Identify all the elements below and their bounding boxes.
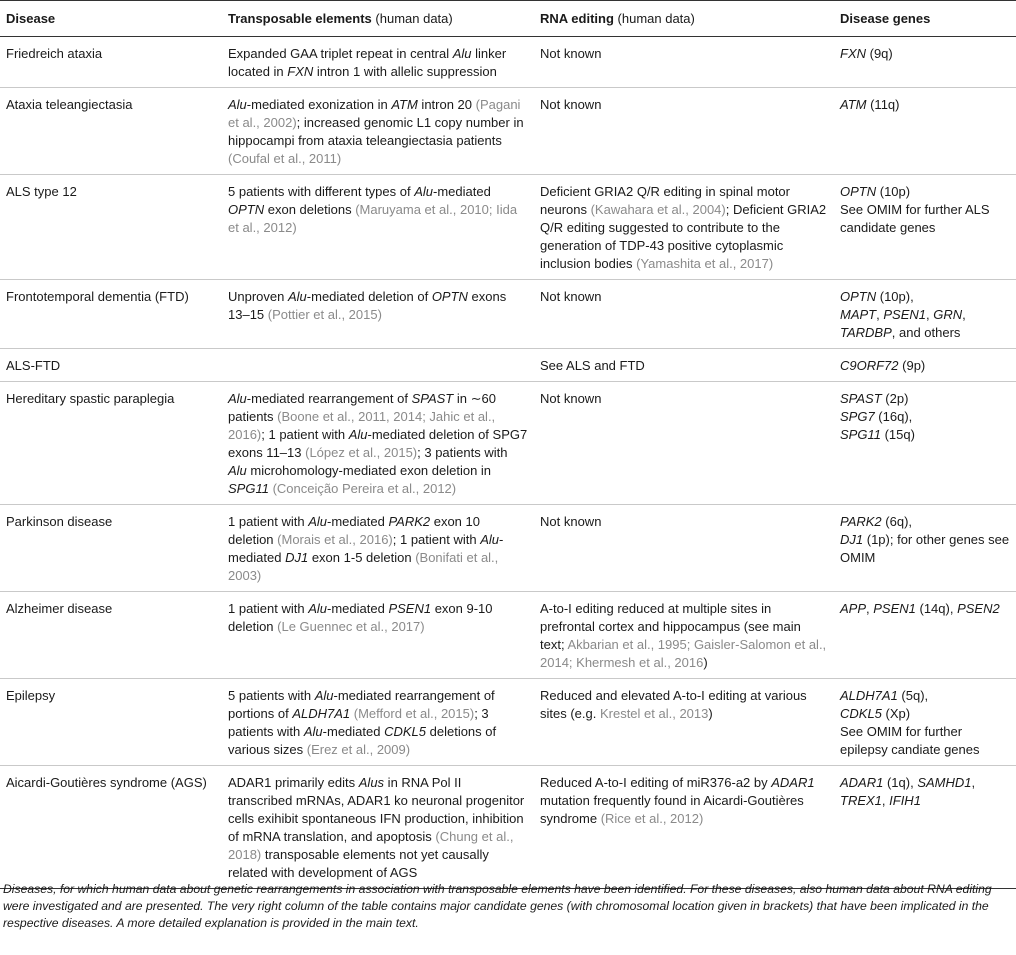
cell-text: (1q), (883, 775, 918, 790)
cell-text: A-to-I editing reduced at multiple sites in prefrontal cortex and hippocampus (see main text; (540, 601, 801, 652)
gene-symbol: SPG7 (840, 409, 875, 424)
gene-symbol: C9ORF72 (840, 358, 899, 373)
cell-text: (9q) (866, 46, 893, 61)
cell-text: (6q), (881, 514, 913, 529)
gene-symbol: OPTN (228, 202, 265, 217)
cell-text: -mediated rearrangement of portions of (228, 688, 495, 721)
citation: Akbarian et al., 1995; Gaisler-Salomon et al., 2014; Khermesh et al., 2016 (540, 637, 827, 670)
cell-text: ) (703, 655, 708, 670)
gene-symbol: TARDBP (840, 325, 892, 340)
cell-text: ADAR1 primarily edits (228, 775, 359, 790)
cell-text: -mediated deletion of (306, 289, 432, 304)
cell-text: See OMIM for further ALS candidate genes (840, 202, 990, 235)
cell-disease-genes (834, 679, 1016, 766)
cell-text: -mediated exonization in (246, 97, 392, 112)
gene-symbol: DJ1 (285, 550, 309, 565)
gene-symbol: ATM (391, 97, 418, 112)
gene-symbol: PSEN1 (388, 601, 432, 616)
gene-symbol: FXN (287, 64, 314, 79)
cell-disease (0, 505, 222, 592)
cell-text: in ∼60 patients (228, 391, 496, 424)
cell-transposable-elements (222, 175, 534, 280)
cell-rna-editing (534, 679, 834, 766)
cell-disease (0, 766, 222, 889)
citation: (Coufal et al., 2011) (228, 151, 342, 166)
gene-symbol: PARK2 (388, 514, 431, 529)
cell-text: , (962, 307, 966, 322)
cell-disease (0, 349, 222, 382)
gene-symbol: CDKL5 (840, 706, 882, 721)
table-row (0, 175, 1016, 280)
disease-name: Frontotemporal dementia (FTD) (6, 289, 189, 304)
cell-rna-editing (534, 37, 834, 88)
cell-text: -mediated (228, 532, 504, 565)
cell-text: exon 1-5 deletion (308, 550, 416, 565)
gene-symbol: Alu (348, 427, 368, 442)
cell-rna-editing (534, 382, 834, 505)
cell-disease (0, 592, 222, 679)
gene-symbol: Alu (303, 724, 323, 739)
cell-text: 1 patient with (228, 601, 309, 616)
cell-text: deletions of various sizes (228, 724, 497, 757)
cell-text: Not known (540, 391, 602, 406)
table-row (0, 679, 1016, 766)
header-disease-genes (834, 1, 1016, 37)
cell-disease-genes (834, 349, 1016, 382)
cell-text: , and others (891, 325, 961, 340)
gene-symbol: Alu (308, 601, 328, 616)
gene-symbol: CDKL5 (384, 724, 427, 739)
cell-disease-genes (834, 37, 1016, 88)
cell-transposable-elements (222, 349, 534, 382)
gene-symbol: SPG11 (840, 427, 881, 442)
cell-text: -mediated (322, 724, 385, 739)
cell-rna-editing (534, 88, 834, 175)
cell-disease-genes (834, 766, 1016, 889)
cell-text: ; 3 patients with (417, 445, 508, 460)
cell-text: (14q), (915, 601, 958, 616)
cell-disease (0, 280, 222, 349)
cell-text: (10p) (876, 184, 911, 199)
disease-name: Epilepsy (6, 688, 56, 703)
gene-symbol: IFIH1 (889, 793, 921, 808)
cell-text: , (926, 307, 934, 322)
disease-name: Friedreich ataxia (6, 46, 103, 61)
cell-disease (0, 382, 222, 505)
cell-text: -mediated rearrangement of (246, 391, 412, 406)
table-row (0, 505, 1016, 592)
gene-symbol: Alu (228, 391, 247, 406)
cell-disease-genes (834, 505, 1016, 592)
cell-disease-genes (834, 592, 1016, 679)
gene-symbol: Alu (308, 514, 328, 529)
cell-rna-editing (534, 280, 834, 349)
table-body (0, 37, 1016, 889)
cell-rna-editing (534, 175, 834, 280)
cell-disease (0, 175, 222, 280)
gene-symbol: ALDH7A1 (840, 688, 898, 703)
cell-disease-genes (834, 88, 1016, 175)
gene-symbol: Alu (287, 289, 307, 304)
gene-symbol: OPTN (431, 289, 468, 304)
table-row (0, 280, 1016, 349)
cell-text: intron 20 (417, 97, 476, 112)
cell-text: (1p); for other genes see OMIM (840, 532, 1010, 565)
cell-text: exon 10 deletion (228, 514, 480, 547)
table-row (0, 382, 1016, 505)
citation: (Boone et al., 2011, 2014; Jahic et al., 2016) (228, 409, 496, 442)
citation: (Kawahara et al., 2004) (590, 202, 726, 217)
cell-text: -mediated (327, 514, 389, 529)
gene-symbol: DJ1 (840, 532, 864, 547)
gene-symbol: Alu (480, 532, 500, 547)
disease-name: Ataxia teleangiectasia (6, 97, 133, 112)
cell-text: (16q), (874, 409, 913, 424)
table-row (0, 88, 1016, 175)
gene-symbol: OPTN (840, 184, 877, 199)
gene-symbol: GRN (933, 307, 963, 322)
disease-name: ALS-FTD (6, 358, 61, 373)
cell-text: exon 9-10 deletion (228, 601, 493, 634)
cell-text: -mediated (433, 184, 491, 199)
table-caption: Diseases, for which human data about genetic rearrangements in association with transposable elements have been identified. For these diseases, also human data about RNA editing were investigated and are presented. The very right column of the table contains major candidate genes (with chromosomal location given in brackets) that have been implicated in the respective diseases. A more detailed explanation is provided in the main text. (3, 882, 992, 930)
cell-text: (15q) (880, 427, 915, 442)
cell-disease-genes (834, 382, 1016, 505)
citation: (Rice et al., 2012) (600, 811, 704, 826)
table-row (0, 766, 1016, 889)
cell-text: Reduced A-to-I editing of miR376-a2 by (540, 775, 772, 790)
gene-symbol: SPAST (411, 391, 454, 406)
gene-symbol: Alu (314, 688, 334, 703)
gene-symbol: PSEN2 (957, 601, 1000, 616)
cell-text: ; 3 patients with (228, 706, 489, 739)
cell-rna-editing (534, 592, 834, 679)
header-te-label: Transposable elements (228, 11, 372, 26)
cell-text: ; 1 patient with (261, 427, 349, 442)
cell-text: in RNA Pol II transcribed mRNAs, ADAR1 ko neuronal progenitor cells exihibit spontaneous IFN production, inhibition of mRNA translation, and apoptosis (228, 775, 525, 844)
gene-symbol: Alus (358, 775, 385, 790)
cell-transposable-elements (222, 679, 534, 766)
cell-transposable-elements (222, 592, 534, 679)
gene-symbol: PARK2 (840, 514, 882, 529)
cell-text: (2p) (881, 391, 909, 406)
gene-symbol: Alu (414, 184, 433, 199)
cell-disease (0, 37, 222, 88)
citation: (Pagani et al., 2002) (228, 97, 521, 130)
cell-text: Deficient GRIA2 Q/R editing in spinal motor neurons (540, 184, 790, 217)
cell-text: (9p) (898, 358, 926, 373)
gene-symbol: PSEN1 (883, 307, 926, 322)
cell-text: , (881, 793, 890, 808)
gene-symbol: SPG11 (228, 481, 269, 496)
cell-text: ; 1 patient with (392, 532, 481, 547)
cell-text: , (971, 775, 976, 790)
cell-text: See ALS and FTD (540, 358, 645, 373)
disease-name: Hereditary spastic paraplegia (6, 391, 175, 406)
cell-text: (11q) (866, 97, 900, 112)
cell-text: ) (708, 706, 713, 721)
gene-symbol: OPTN (840, 289, 877, 304)
cell-text: mutation frequently found in Aicardi-Goutières syndrome (540, 793, 804, 826)
table-header (0, 1, 1016, 37)
disease-name: Alzheimer disease (6, 601, 113, 616)
cell-text: exon deletions (264, 202, 356, 217)
citation: (Bonifati et al., 2003) (228, 550, 499, 583)
header-te-sub: (human data) (375, 11, 453, 26)
cell-text: Not known (540, 289, 602, 304)
gene-symbol: Alu (228, 97, 247, 112)
cell-text: Not known (540, 46, 602, 61)
header-rna-editing (534, 1, 834, 37)
cell-transposable-elements (222, 37, 534, 88)
cell-text: 5 patients with different types of (228, 184, 415, 199)
table-row (0, 592, 1016, 679)
cell-text: Not known (540, 514, 602, 529)
cell-rna-editing (534, 766, 834, 889)
citation: (Le Guennec et al., 2017) (277, 619, 425, 634)
citation: (Pottier et al., 2015) (267, 307, 382, 322)
cell-text: Unproven (228, 289, 288, 304)
cell-text: intron 1 with allelic suppression (313, 64, 497, 79)
cell-text: , (876, 307, 884, 322)
cell-transposable-elements (222, 382, 534, 505)
header-genes-label: Disease genes (840, 11, 931, 26)
cell-disease-genes (834, 175, 1016, 280)
disease-name: Aicardi-Goutières syndrome (AGS) (6, 775, 207, 790)
cell-transposable-elements (222, 505, 534, 592)
cell-text: See OMIM for further epilepsy candiate genes (840, 724, 980, 757)
table-row (0, 349, 1016, 382)
cell-transposable-elements (222, 766, 534, 889)
citation: (Conceição Pereira et al., 2012) (272, 481, 457, 496)
disease-name: ALS type 12 (6, 184, 77, 199)
cell-text: , (866, 601, 874, 616)
citation: (López et al., 2015) (305, 445, 418, 460)
gene-symbol: SAMHD1 (917, 775, 972, 790)
header-rna-label: RNA editing (540, 11, 614, 26)
gene-symbol: PSEN1 (873, 601, 916, 616)
table-row (0, 37, 1016, 88)
header-disease (0, 1, 222, 37)
cell-rna-editing (534, 505, 834, 592)
cell-text: Reduced and elevated A-to-I editing at various sites (e.g. (540, 688, 807, 721)
cell-text: microhomology-mediated exon deletion in (246, 463, 492, 478)
cell-disease (0, 88, 222, 175)
citation: (Maruyama et al., 2010; Iida et al., 2012) (228, 202, 518, 235)
cell-text: -mediated deletion of SPG7 exons 11–13 (228, 427, 528, 460)
gene-symbol: APP (840, 601, 867, 616)
gene-symbol: ADAR1 (771, 775, 815, 790)
citation: (Mefford et al., 2015) (353, 706, 475, 721)
citation: (Yamashita et al., 2017) (636, 256, 774, 271)
header-transposable-elements (222, 1, 534, 37)
citation: Krestel et al., 2013 (599, 706, 709, 721)
gene-symbol: Alu (228, 463, 247, 478)
cell-disease-genes (834, 280, 1016, 349)
citation: (Chung et al., 2018) (228, 829, 514, 862)
cell-text: Not known (540, 97, 602, 112)
cell-disease (0, 679, 222, 766)
cell-text: transposable elements not yet causally related with development of AGS (228, 847, 489, 880)
gene-symbol: ADAR1 (840, 775, 884, 790)
cell-text: exons 13–15 (228, 289, 507, 322)
disease-name: Parkinson disease (6, 514, 113, 529)
cell-text: linker located in (228, 46, 507, 79)
gene-symbol: ALDH7A1 (292, 706, 351, 721)
cell-text: ; increased genomic L1 copy number in hippocampi from ataxia teleangiectasia patients (228, 115, 524, 148)
gene-symbol: FXN (840, 46, 866, 61)
gene-symbol: Alu (452, 46, 472, 61)
gene-symbol: TREX1 (840, 793, 882, 808)
cell-rna-editing (534, 349, 834, 382)
cell-transposable-elements (222, 280, 534, 349)
header-row (0, 1, 1016, 37)
gene-symbol: ATM (840, 97, 867, 112)
cell-text: Expanded GAA triplet repeat in central (228, 46, 453, 61)
cell-text: 1 patient with (228, 514, 309, 529)
cell-transposable-elements (222, 88, 534, 175)
cell-text: 5 patients with (228, 688, 315, 703)
gene-symbol: MAPT (840, 307, 877, 322)
header-disease-label: Disease (6, 11, 56, 26)
cell-text: (Xp) (881, 706, 911, 721)
citation: (Erez et al., 2009) (306, 742, 411, 757)
header-rna-sub: (human data) (617, 11, 695, 26)
cell-text: -mediated (327, 601, 389, 616)
cell-text: (5q), (897, 688, 929, 703)
citation: (Morais et al., 2016) (277, 532, 393, 547)
cell-text: ; Deficient GRIA2 Q/R editing suggested to contribute to the generation of TDP-43 positive cytoplasmic inclusion bodies (540, 202, 827, 271)
cell-text: (10p), (876, 289, 914, 304)
gene-symbol: SPAST (840, 391, 882, 406)
